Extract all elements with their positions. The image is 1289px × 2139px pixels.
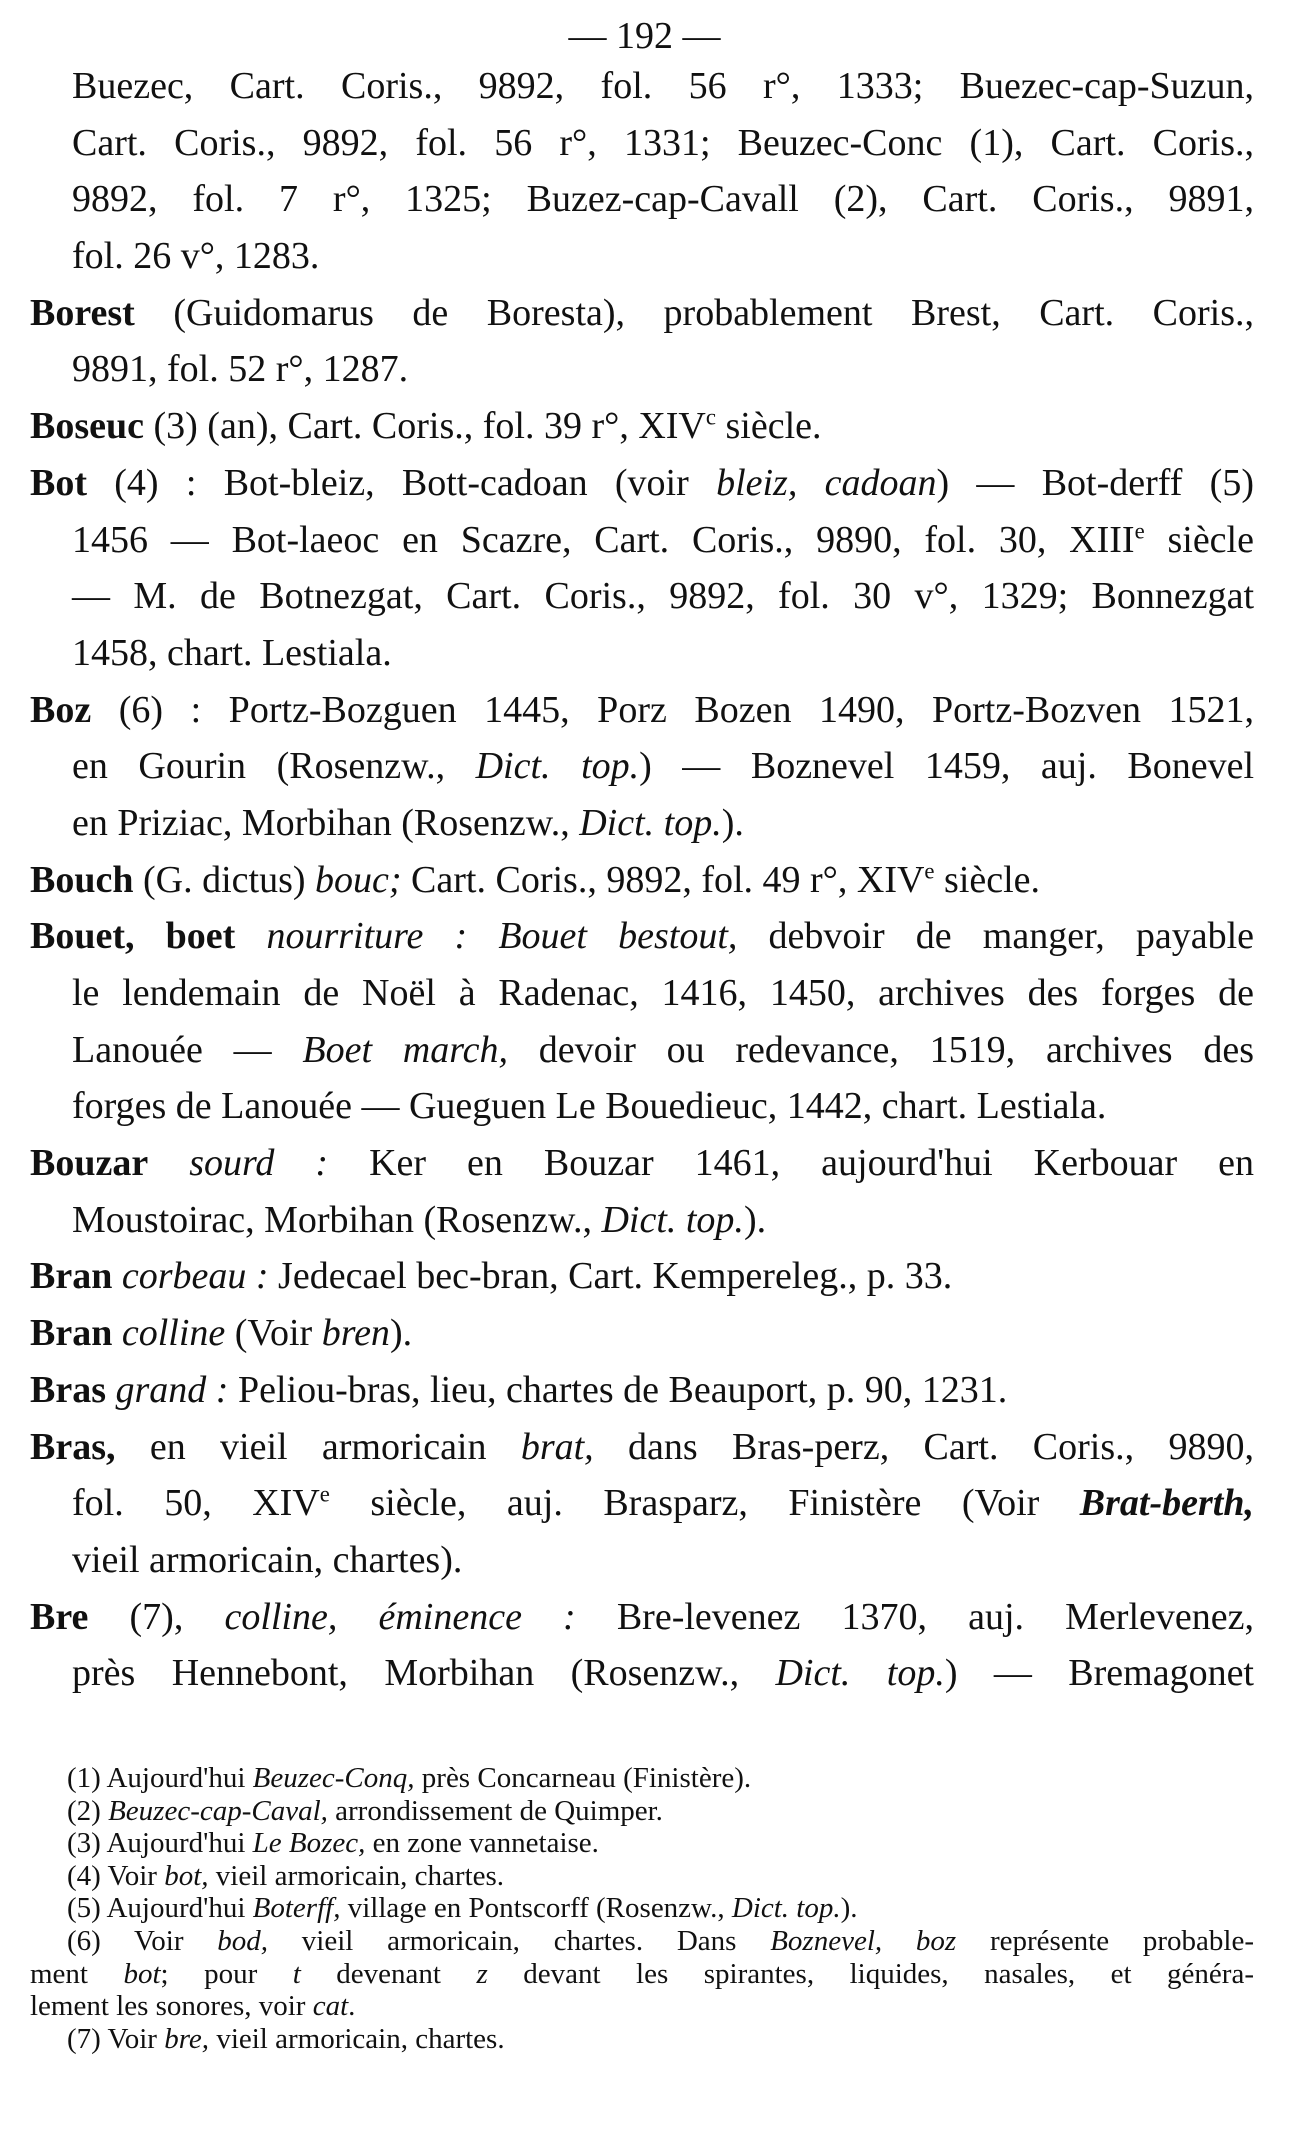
superscript: e xyxy=(319,1481,330,1507)
text-segment: (6) Voir xyxy=(67,1924,218,1957)
italic-text: brat, xyxy=(520,1425,594,1468)
text-line xyxy=(30,795,1254,852)
entry-headword: Boseuc xyxy=(30,405,144,448)
text-line xyxy=(30,908,1254,965)
text-segment: Buezec, Cart. Coris., 9892, fol. 56 r°, 1333; Buezec-cap-Suzun, xyxy=(72,65,1254,107)
text-segment: ). xyxy=(721,801,744,844)
text-segment xyxy=(106,1369,116,1411)
italic-text: bot xyxy=(123,1957,161,1990)
text-line xyxy=(30,115,1254,172)
text-segment: devant les spirantes, liquides, nasales, et généra- xyxy=(487,1957,1254,1990)
text-line xyxy=(30,1645,1254,1702)
text-segment: fol. 26 v°, 1283. xyxy=(72,235,320,278)
footnote-line xyxy=(30,1925,1254,1958)
text-segment: (7), xyxy=(88,1595,225,1638)
text-segment: (6) : Portz-Bozguen 1445, Porz Bozen 1490, Portz-Bozven 1521, xyxy=(91,688,1254,731)
italic-text: grand : xyxy=(115,1368,229,1411)
text-line xyxy=(30,1419,1254,1476)
italic-text: bre, xyxy=(164,2022,210,2055)
text-line xyxy=(30,1135,1254,1192)
text-segment: le lendemain de Noël à Radenac, 1416, 1450, archives des forges de xyxy=(72,972,1254,1014)
text-line xyxy=(30,228,1254,285)
italic-text: bot, xyxy=(164,1859,209,1892)
text-segment: siècle, auj. Brasparz, Finistère (Voir xyxy=(329,1482,1080,1525)
text-line xyxy=(30,568,1254,625)
text-line xyxy=(30,738,1254,795)
text-segment: ). xyxy=(389,1312,413,1355)
entry-headword: Borest xyxy=(30,291,135,334)
text-segment: vieil armoricain, chartes. xyxy=(208,1859,505,1892)
text-segment: (3) Aujourd'hui xyxy=(67,1827,253,1860)
dictionary-entries xyxy=(30,58,1254,1702)
italic-text: colline xyxy=(121,1312,226,1355)
text-segment: vieil armoricain, chartes. xyxy=(209,2022,505,2055)
footnote-line xyxy=(30,1762,1254,1795)
text-segment: debvoir de manger, payable xyxy=(737,915,1255,958)
italic-text: Le Bozec, xyxy=(252,1827,366,1860)
text-segment: forges de Lanouée — Gueguen Le Bouedieuc, 1442, chart. Lestiala. xyxy=(72,1085,1107,1128)
italic-text: sourd : xyxy=(189,1142,329,1185)
text-line xyxy=(30,682,1254,739)
text-segment: ment xyxy=(30,1957,124,1990)
text-segment: 9892, fol. 7 r°, 1325; Buzez-cap-Cavall (2), Cart. Coris., 9891, xyxy=(72,178,1254,221)
text-segment: (5) Aujourd'hui xyxy=(67,1892,253,1925)
italic-text: boz xyxy=(915,1924,957,1957)
text-segment xyxy=(112,1312,122,1354)
italic-text: Brat-berth, xyxy=(1079,1482,1254,1525)
italic-text: Dict. top. xyxy=(601,1198,744,1241)
entry-headword: Bras, xyxy=(30,1425,116,1468)
entry-headword: Bre xyxy=(30,1595,89,1638)
text-line xyxy=(30,512,1254,569)
text-segment: ) — Boznevel 1459, auj. Bonevel xyxy=(639,745,1254,788)
text-segment: (G. dictus) xyxy=(133,858,316,901)
text-segment: (4) : Bot-bleiz, Bott-cadoan (voir xyxy=(87,461,717,504)
text-line xyxy=(30,965,1254,1022)
text-segment: 1456 — Bot-laeoc en Scazre, Cart. Coris., 9890, fol. 30, XIII xyxy=(72,518,1135,561)
italic-text: Beuzec-Conq, xyxy=(252,1762,415,1794)
text-segment: (Voir xyxy=(225,1312,322,1355)
text-line xyxy=(30,1532,1254,1589)
text-segment: Peliou-bras, lieu, chartes de Beauport, p. 90, 1231. xyxy=(228,1368,1008,1411)
footnote-line xyxy=(30,1795,1254,1828)
text-line xyxy=(30,852,1254,909)
italic-text: Boet march, xyxy=(302,1028,508,1071)
superscript: c xyxy=(705,404,716,430)
text-line xyxy=(30,1022,1254,1079)
text-segment: Jedecael bec-bran, Cart. Kempereleg., p. 33. xyxy=(268,1255,953,1298)
text-segment: ) — Bremagonet xyxy=(944,1652,1254,1695)
text-segment: (3) (an), Cart. Coris., fol. 39 r°, XIV xyxy=(144,405,706,448)
text-segment: Cart. Coris., 9892, fol. 49 r°, XIV xyxy=(401,858,925,901)
superscript: e xyxy=(924,857,935,883)
text-segment: (7) Voir xyxy=(67,2022,165,2055)
text-segment: Cart. Coris., 9892, fol. 56 r°, 1331; Beuzec-Conc (1), Cart. Coris., xyxy=(72,121,1254,164)
text-line xyxy=(30,341,1254,398)
entry-headword: Bouch xyxy=(30,858,134,901)
text-segment: siècle. xyxy=(934,858,1041,901)
entry-headword: Bran xyxy=(30,1255,113,1298)
text-segment: (Guidomarus de Boresta), probablement Brest, Cart. Coris., xyxy=(134,291,1254,334)
footnote-line xyxy=(30,1990,1254,2023)
text-segment: arrondissement de Quimper. xyxy=(327,1794,663,1827)
footnotes xyxy=(30,1762,1254,2055)
italic-text: z xyxy=(476,1957,488,1990)
text-segment: (2) xyxy=(67,1794,109,1827)
footnote-line xyxy=(30,1958,1254,1991)
italic-text: corbeau : xyxy=(121,1255,269,1298)
italic-text: Boterff, xyxy=(252,1892,341,1925)
text-segment: devoir ou redevance, 1519, archives des xyxy=(507,1028,1254,1071)
italic-text: nourriture : Bouet bestout, xyxy=(266,915,738,958)
italic-text: t xyxy=(292,1957,301,1990)
text-segment xyxy=(882,1925,916,1957)
italic-text: cat xyxy=(312,1990,349,2023)
entry-headword: Boz xyxy=(30,688,92,731)
italic-text: Beuzec-cap-Caval, xyxy=(108,1794,328,1827)
text-segment: en vieil armoricain xyxy=(115,1425,521,1468)
text-line xyxy=(30,171,1254,228)
text-segment: Ker en Bouzar 1461, aujourd'hui Kerbouar en xyxy=(328,1142,1254,1185)
text-segment: vieil armoricain, chartes). xyxy=(72,1538,463,1581)
text-line xyxy=(30,625,1254,682)
italic-text: bren xyxy=(321,1312,390,1355)
text-segment: près Concarneau (Finistère). xyxy=(414,1762,752,1794)
text-segment: fol. 50, XIV xyxy=(72,1482,320,1525)
text-segment: dans Bras-perz, Cart. Coris., 9890, xyxy=(593,1425,1254,1468)
text-segment: près Hennebont, Morbihan (Rosenzw., xyxy=(72,1652,776,1695)
text-line xyxy=(30,58,1254,115)
entry-headword: Bouet, boet xyxy=(30,915,236,958)
superscript: e xyxy=(1134,517,1145,543)
text-line xyxy=(30,455,1254,512)
entry-headword: Bran xyxy=(30,1312,113,1355)
text-segment: en zone vannetaise. xyxy=(365,1827,599,1860)
text-segment: en Gourin (Rosenzw., xyxy=(72,745,476,788)
text-line xyxy=(30,1589,1254,1646)
text-segment: lement les sonores, voir xyxy=(30,1990,313,2023)
text-line xyxy=(30,1362,1254,1419)
text-segment: village en Pontscorff (Rosenzw., xyxy=(340,1892,732,1925)
entry-headword: Bot xyxy=(30,461,87,504)
text-segment: siècle. xyxy=(715,405,822,448)
text-segment: en Priziac, Morbihan (Rosenzw., xyxy=(72,801,580,844)
text-segment: (1) Aujourd'hui xyxy=(67,1762,253,1794)
text-line xyxy=(30,1078,1254,1135)
text-segment xyxy=(148,1142,189,1184)
text-line xyxy=(30,285,1254,342)
text-segment: ). xyxy=(840,1892,858,1925)
text-segment: ). xyxy=(743,1198,767,1241)
italic-text: Boznevel, xyxy=(770,1924,883,1957)
text-segment: Bre-levenez 1370, auj. Merlevenez, xyxy=(575,1595,1254,1638)
footnote-line xyxy=(30,1860,1254,1893)
text-line xyxy=(30,1475,1254,1532)
text-segment: Moustoirac, Morbihan (Rosenzw., xyxy=(72,1198,602,1241)
text-segment: 9891, fol. 52 r°, 1287. xyxy=(72,348,409,391)
text-segment: (4) Voir xyxy=(67,1859,165,1892)
text-segment: siècle xyxy=(1144,518,1254,561)
text-segment xyxy=(112,1255,122,1297)
text-line xyxy=(30,398,1254,455)
italic-text: colline, éminence : xyxy=(224,1595,576,1638)
text-segment: Lanouée — xyxy=(72,1028,303,1071)
italic-text: bleiz, cadoan xyxy=(716,461,937,504)
text-segment xyxy=(235,915,266,957)
entry-headword: Bouzar xyxy=(30,1142,149,1185)
text-segment: ; pour xyxy=(160,1957,293,1990)
text-segment: représente probable- xyxy=(956,1924,1254,1957)
footnote-line xyxy=(30,1827,1254,1860)
footnote-line xyxy=(30,1892,1254,1925)
page-number: — 192 — xyxy=(568,15,721,57)
text-segment: . xyxy=(348,1990,356,2023)
italic-text: Dict. top. xyxy=(475,745,640,788)
text-segment: — M. de Botnezgat, Cart. Coris., 9892, fol. 30 v°, 1329; Bonnezgat xyxy=(72,575,1254,618)
text-line xyxy=(30,1305,1254,1362)
text-segment: vieil armoricain, chartes. Dans xyxy=(268,1924,771,1957)
text-line xyxy=(30,1248,1254,1305)
text-segment: ) — Bot-derff (5) xyxy=(936,461,1254,504)
footnote-line xyxy=(30,2023,1254,2056)
text-segment: 1458, chart. Lestiala. xyxy=(72,631,392,674)
text-line xyxy=(30,1192,1254,1249)
entry-headword: Bras xyxy=(30,1368,106,1411)
italic-text: bouc; xyxy=(315,858,402,901)
italic-text: Dict. top. xyxy=(731,1892,841,1925)
text-segment: devenant xyxy=(300,1957,477,1990)
italic-text: Dict. top. xyxy=(579,801,722,844)
italic-text: bod, xyxy=(217,1924,268,1957)
italic-text: Dict. top. xyxy=(775,1652,945,1695)
